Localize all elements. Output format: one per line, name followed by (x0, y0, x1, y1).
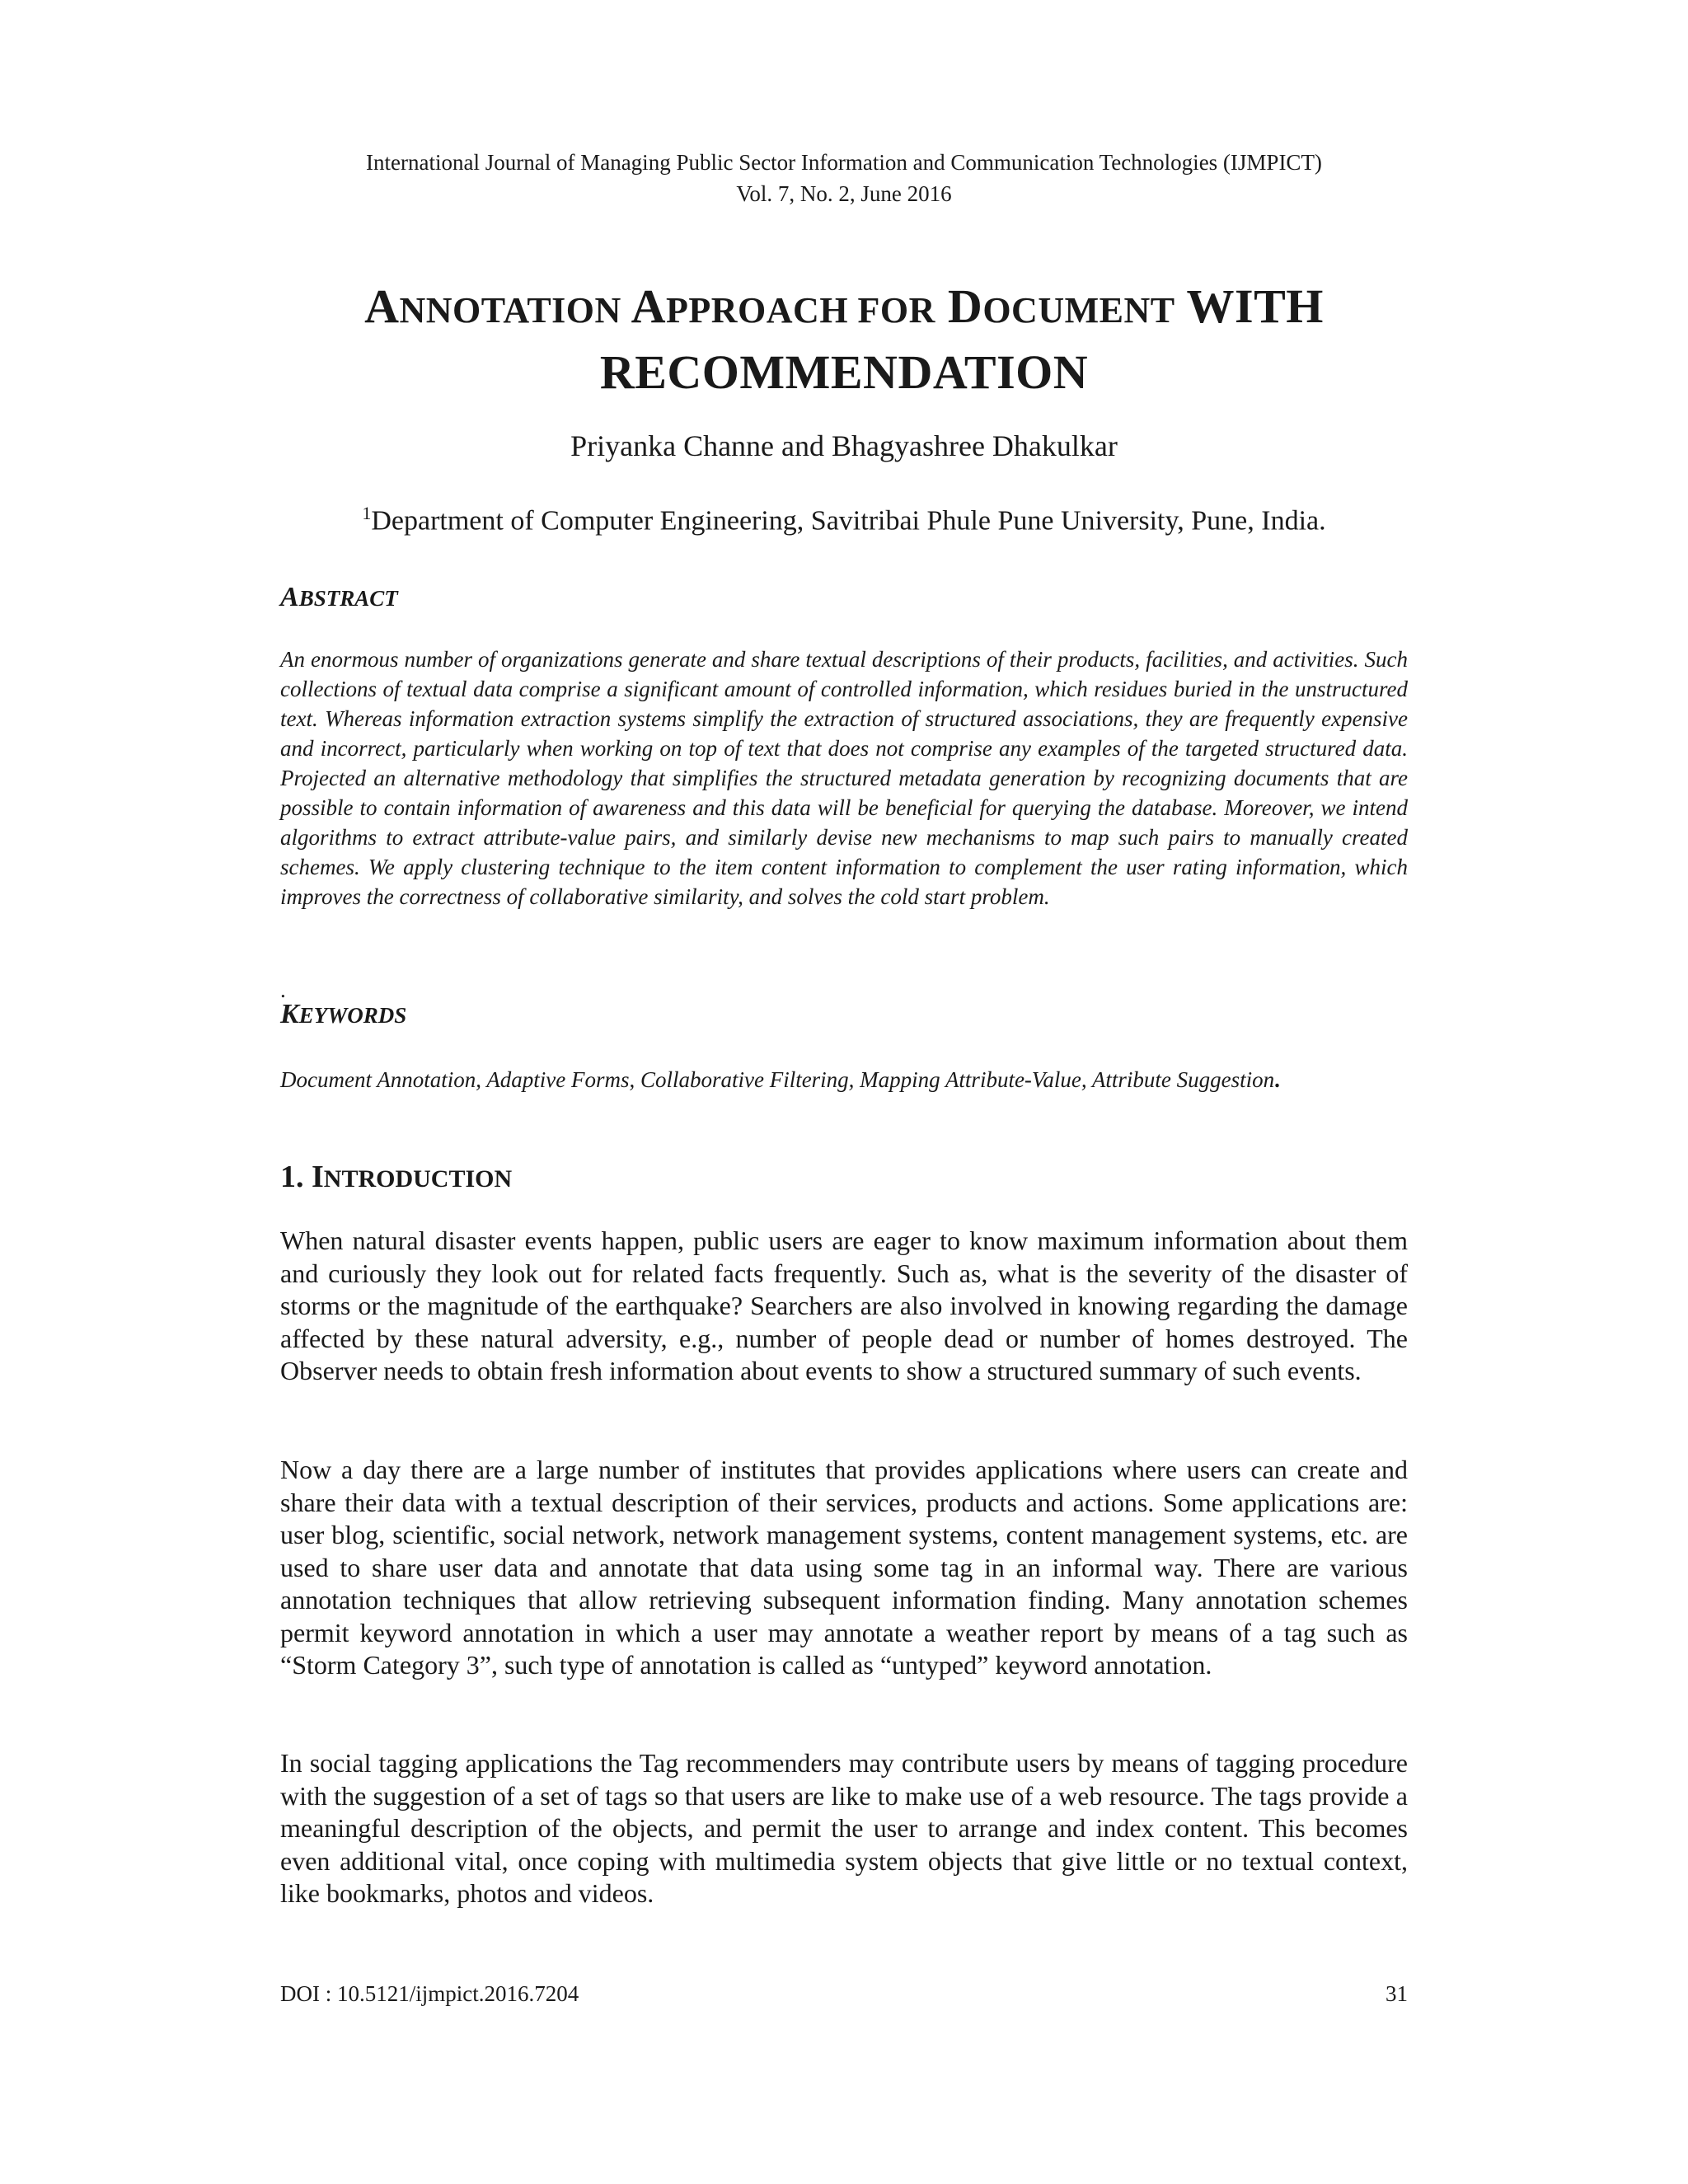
authors: Priyanka Channe and Bhagyashree Dhakulkar (570, 429, 1118, 462)
abstract-text: An enormous number of organizations generate and share textual descriptions of their products, facilities, and activities. Such collections of textual data comprise a significant amount of controlled information, which residues buried in the unstructured text. Whereas information extraction systems simplify the extraction of structured associations, they are frequently expensive and incorrect, particularly when working on top of text that does not comprise any examples of the targeted structured data. Projected an alternative methodology that simplifies the structured metadata generation by recognizing documents that are possible to contain information of awareness and this data will be beneficial for querying the database. Moreover, we intend algorithms to extract attribute-value pairs, and similarly devise new mechanisms to map such pairs to manually created schemes. We apply clustering technique to the item content information to complement the user rating information, which improves the correctness of collaborative similarity, and solves the cold start problem. (280, 647, 1408, 909)
affiliation: $^1$Department of Computer Engineering, Savitribai Phule Pune University, Pune, India. (362, 503, 1326, 537)
title-line-2: RECOMMENDATION (599, 345, 1089, 399)
journal-name: International Journal of Managing Public Sector Information and Communication Technologies (IJMPICT) (366, 150, 1322, 175)
journal-volume: Vol. 7, No. 2, June 2016 (736, 181, 952, 206)
abstract-heading: ABSTRACT (280, 582, 398, 612)
keywords-heading: KEYWORDS (280, 999, 407, 1029)
intro-paragraph-1: When natural disaster events happen, public users are eager to know maximum information about them and curiously they look out for related facts frequently. Such as, what is the severity of the disaster of storms or the magnitude of the earthquake? Searchers are also involved in knowing regarding the damage affected by these natural adversity, e.g., number of people dead or number of homes destroyed. The Observer needs to obtain fresh information about events to show a structured summary of such events. (280, 1226, 1408, 1385)
introduction-heading: 1. INTRODUCTION (280, 1160, 513, 1194)
footer-doi: DOI : 10.5121/ijmpict.2016.7204 (280, 1981, 579, 2006)
page-number: 31 (1386, 1981, 1408, 2006)
keywords-text: Document Annotation, Adaptive Forms, Collaborative Filtering, Mapping Attribute-Value, Attribute Suggestion. (280, 1067, 1280, 1092)
abstract-trailing-dot: . (280, 977, 286, 1002)
intro-paragraph-2: Now a day there are a large number of institutes that provides applications where users can create and share their data with a textual description of their services, products and actions. Some applications are: user blog, scientific, social network, network management systems, content management systems, etc. are used to share user data and annotate that data using some tag in an informal way. There are various annotation techniques that allow retrieving subsequent information finding. Many annotation schemes permit keyword annotation in which a user may annotate a weather report by means of a tag such as “Storm Category 3”, such type of annotation is called as “untyped” keyword annotation. (280, 1455, 1408, 1680)
title-line-1: ANNOTATION APPROACH FOR DOCUMENT WITH (364, 279, 1324, 333)
paper-title (247, 275, 1441, 403)
journal-header (0, 147, 1688, 209)
intro-paragraph-3: In social tagging applications the Tag recommenders may contribute users by means of tagging procedure with the suggestion of a set of tags so that users are like to make use of a web resource. The tags provide a meaningful description of the objects, and permit the user to arrange and index content. This becomes even additional vital, once coping with multimedia system objects that give little or no textual context, like bookmarks, photos and videos. (280, 1748, 1408, 1908)
